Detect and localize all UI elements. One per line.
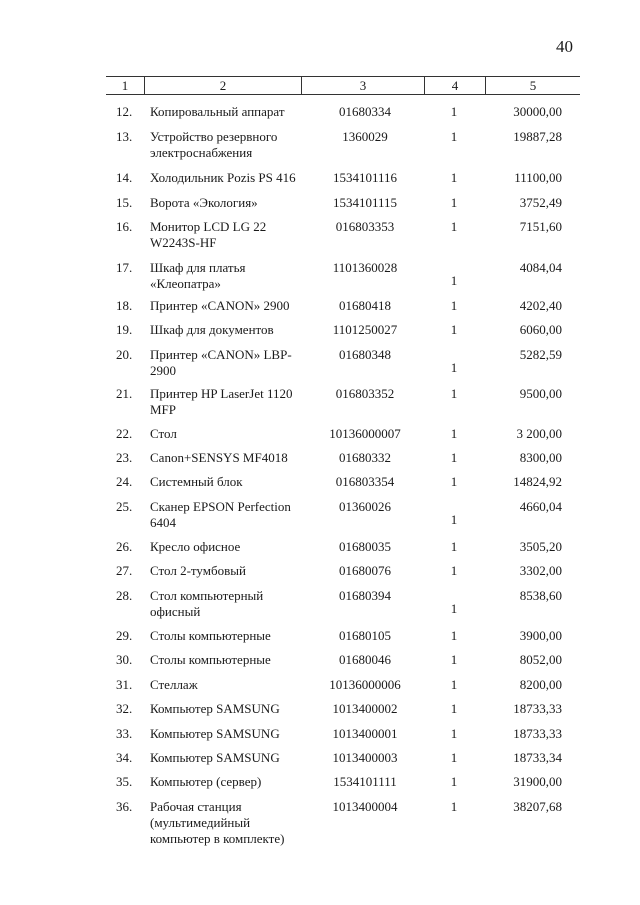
quantity: 1 [450, 539, 458, 554]
header-cell-2: 2 [219, 78, 227, 93]
inventory-number: 1534101111 [333, 774, 397, 789]
quantity: 1 [450, 774, 458, 789]
item-name: Стеллаж [150, 677, 198, 692]
row-number: 31. [116, 677, 133, 692]
item-name: Стол [150, 426, 177, 441]
quantity: 1 [450, 273, 458, 288]
page-number: 40 [556, 37, 573, 56]
cost-value: 18733,33 [513, 726, 562, 741]
cost-value: 11100,00 [514, 170, 562, 185]
row-number: 28. [116, 588, 133, 603]
item-name: Стол 2-тумбовый [150, 563, 246, 578]
inventory-number: 016803354 [335, 474, 395, 489]
cost-value: 8538,60 [519, 588, 562, 603]
quantity: 1 [450, 677, 458, 692]
quantity: 1 [450, 512, 458, 527]
inventory-number: 01680332 [339, 450, 391, 465]
row-number: 32. [116, 701, 133, 716]
row-number: 13. [116, 129, 133, 144]
quantity: 1 [450, 726, 458, 741]
cost-value: 7151,60 [519, 219, 562, 234]
row-number: 34. [116, 750, 133, 765]
cost-value: 4202,40 [519, 298, 562, 313]
inventory-number: 01680035 [339, 539, 391, 554]
item-name: Шкаф для документов [150, 322, 274, 337]
row-number: 36. [116, 799, 133, 814]
inventory-number: 10136000007 [329, 426, 401, 441]
row-number: 29. [116, 628, 133, 643]
item-name: Системный блок [150, 474, 243, 489]
inventory-number: 1013400002 [332, 701, 398, 716]
cost-value: 3752,49 [519, 195, 562, 210]
quantity: 1 [450, 474, 458, 489]
header-cell-3: 3 [359, 78, 367, 93]
cost-value: 8052,00 [519, 652, 562, 667]
item-name: Монитор LCD LG 22 W2243S-HF [150, 219, 267, 250]
inventory-number: 1101360028 [332, 260, 398, 275]
item-name: Ворота «Экология» [150, 195, 258, 210]
row-number: 15. [116, 195, 133, 210]
cost-value: 5282,59 [519, 347, 562, 362]
cost-value: 14824,92 [513, 474, 562, 489]
cost-value: 18733,34 [513, 750, 562, 765]
cost-value: 18733,33 [513, 701, 562, 716]
table-header [106, 76, 580, 95]
row-number: 22. [116, 426, 133, 441]
row-number: 24. [116, 474, 133, 489]
row-number: 20. [116, 347, 133, 362]
header-cell-5: 5 [529, 78, 537, 93]
cost-value: 3 200,00 [516, 426, 562, 441]
header-cell-1: 1 [121, 78, 129, 93]
row-number: 14. [116, 170, 133, 185]
item-name: Компьютер (сервер) [150, 774, 262, 789]
header-cell-4: 4 [451, 78, 459, 93]
item-name: Компьютер SAMSUNG [150, 701, 280, 716]
inventory-number: 1101250027 [332, 322, 398, 337]
quantity: 1 [450, 450, 458, 465]
item-name: Столы компьютерные [150, 628, 271, 643]
item-name: Устройство резервного электроснабжения [150, 129, 278, 160]
row-number: 26. [116, 539, 133, 554]
inventory-number: 01680418 [339, 298, 391, 313]
inventory-number: 01680334 [339, 104, 391, 119]
item-name: Компьютер SAMSUNG [150, 750, 280, 765]
row-number: 27. [116, 563, 133, 578]
inventory-number: 1013400003 [332, 750, 398, 765]
inventory-number: 01680046 [339, 652, 391, 667]
inventory-number: 01680394 [339, 588, 391, 603]
item-name: Принтер «CANON» 2900 [150, 298, 290, 313]
cost-value: 4660,04 [519, 499, 562, 514]
inventory-number: 016803353 [335, 219, 395, 234]
inventory-number: 1013400004 [332, 799, 398, 814]
cost-value: 31900,00 [513, 774, 562, 789]
inventory-number: 01360026 [339, 499, 391, 514]
quantity: 1 [450, 322, 458, 337]
inventory-number: 1534101116 [332, 170, 398, 185]
row-number: 25. [116, 499, 133, 514]
cost-value: 4084,04 [519, 260, 562, 275]
inventory-number: 01680105 [339, 628, 391, 643]
row-number: 30. [116, 652, 133, 667]
quantity: 1 [450, 360, 458, 375]
item-name: Копировальный аппарат [150, 104, 285, 119]
item-name: Принтер HP LaserJet 1120 MFP [150, 386, 293, 417]
row-number: 12. [116, 104, 133, 119]
quantity: 1 [450, 104, 458, 119]
quantity: 1 [450, 652, 458, 667]
cost-value: 30000,00 [513, 104, 562, 119]
cost-value: 3505,20 [519, 539, 562, 554]
quantity: 1 [450, 601, 458, 616]
quantity: 1 [450, 628, 458, 643]
item-name: Canon+SENSYS MF4018 [150, 450, 288, 465]
cost-value: 6060,00 [519, 322, 562, 337]
row-number: 17. [116, 260, 133, 275]
quantity: 1 [450, 298, 458, 313]
cost-value: 3900,00 [519, 628, 562, 643]
item-name: Компьютер SAMSUNG [150, 726, 280, 741]
row-number: 21. [116, 386, 133, 401]
row-number: 19. [116, 322, 133, 337]
quantity: 1 [450, 129, 458, 144]
cost-value: 8200,00 [519, 677, 562, 692]
inventory-number: 1013400001 [332, 726, 398, 741]
inventory-number: 01680076 [339, 563, 391, 578]
cost-value: 8300,00 [519, 450, 562, 465]
inventory-number: 016803352 [335, 386, 395, 401]
cost-value: 3302,00 [519, 563, 562, 578]
row-number: 23. [116, 450, 133, 465]
inventory-number: 01680348 [339, 347, 391, 362]
inventory-number: 1534101115 [332, 195, 398, 210]
quantity: 1 [450, 170, 458, 185]
quantity: 1 [450, 195, 458, 210]
item-name: Сканер EPSON Perfection 6404 [150, 499, 291, 530]
row-number: 16. [116, 219, 133, 234]
item-name: Шкаф для платья «Клеопатра» [150, 260, 246, 291]
inventory-number: 10136000006 [329, 677, 401, 692]
cost-value: 9500,00 [519, 386, 562, 401]
quantity: 1 [450, 219, 458, 234]
item-name: Холодильник Pozis PS 416 [150, 170, 296, 185]
quantity: 1 [450, 426, 458, 441]
quantity: 1 [450, 750, 458, 765]
item-name: Рабочая станция (мультимедийный компьютер в комплекте) [150, 799, 285, 846]
item-name: Кресло офисное [150, 539, 241, 554]
quantity: 1 [450, 386, 458, 401]
quantity: 1 [450, 799, 458, 814]
quantity: 1 [450, 563, 458, 578]
cost-value: 19887,28 [513, 129, 562, 144]
item-name: Принтер «CANON» LBP-2900 [150, 347, 292, 378]
item-name: Стол компьютерный офисный [150, 588, 264, 619]
quantity: 1 [450, 701, 458, 716]
inventory-number: 1360029 [342, 129, 388, 144]
row-number: 33. [116, 726, 133, 741]
item-name: Столы компьютерные [150, 652, 271, 667]
row-number: 35. [116, 774, 133, 789]
row-number: 18. [116, 298, 133, 313]
cost-value: 38207,68 [513, 799, 562, 814]
